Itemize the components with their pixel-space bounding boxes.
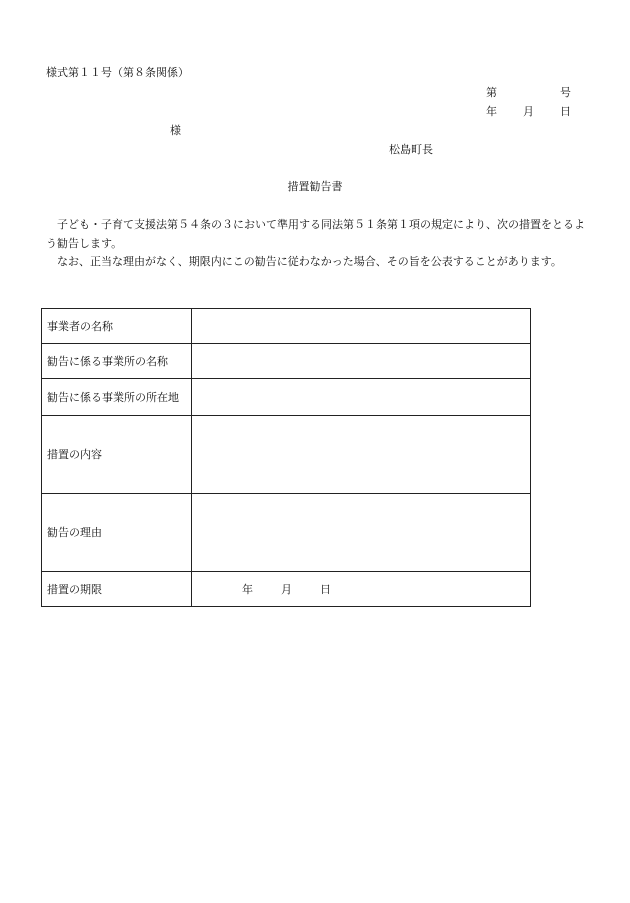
form-number: 様式第１１号（第８条関係） bbox=[46, 66, 189, 79]
row-label-office-name: 勧告に係る事業所の名称 bbox=[42, 344, 192, 379]
deadline-year-label: 年 bbox=[242, 582, 253, 596]
row-value-reason bbox=[192, 494, 531, 572]
row-label-measure-content: 措置の内容 bbox=[42, 416, 192, 494]
document-title: 措置勧告書 bbox=[287, 180, 343, 193]
addressee-suffix: 様 bbox=[170, 124, 181, 137]
row-value-business-name bbox=[192, 309, 531, 344]
body-text bbox=[46, 216, 588, 272]
body-paragraph-2: なお、正当な理由がなく、期限内にこの勧告に従わなかった場合、その旨を公表することがあります。 bbox=[57, 255, 562, 268]
document-number-suffix: 号 bbox=[560, 86, 571, 99]
date-month-label: 月 bbox=[523, 105, 534, 118]
table-row bbox=[42, 416, 531, 494]
deadline-day-label: 日 bbox=[320, 582, 331, 596]
row-label-office-address: 勧告に係る事業所の所在地 bbox=[42, 379, 192, 416]
row-value-office-address bbox=[192, 379, 531, 416]
table-row bbox=[42, 344, 531, 379]
date-day-label: 日 bbox=[560, 105, 571, 118]
date-year-label: 年 bbox=[486, 105, 497, 118]
table-row bbox=[42, 379, 531, 416]
issuer-name: 松島町長 bbox=[389, 143, 433, 156]
recommendation-table bbox=[41, 308, 531, 607]
row-label-business-name: 事業者の名称 bbox=[42, 309, 192, 344]
table-row bbox=[42, 309, 531, 344]
row-value-measure-content bbox=[192, 416, 531, 494]
deadline-month-label: 月 bbox=[281, 582, 292, 596]
document-number-prefix: 第 bbox=[486, 86, 497, 99]
body-paragraph-1: 子ども・子育て支援法第５４条の３において準用する同法第５１条第１項の規定により、次の措置をとるよう勧告します。 bbox=[46, 218, 585, 250]
table-row bbox=[42, 494, 531, 572]
table-row bbox=[42, 572, 531, 607]
row-value-office-name bbox=[192, 344, 531, 379]
row-value-deadline bbox=[192, 572, 531, 607]
row-label-deadline: 措置の期限 bbox=[42, 572, 192, 607]
row-label-reason: 勧告の理由 bbox=[42, 494, 192, 572]
